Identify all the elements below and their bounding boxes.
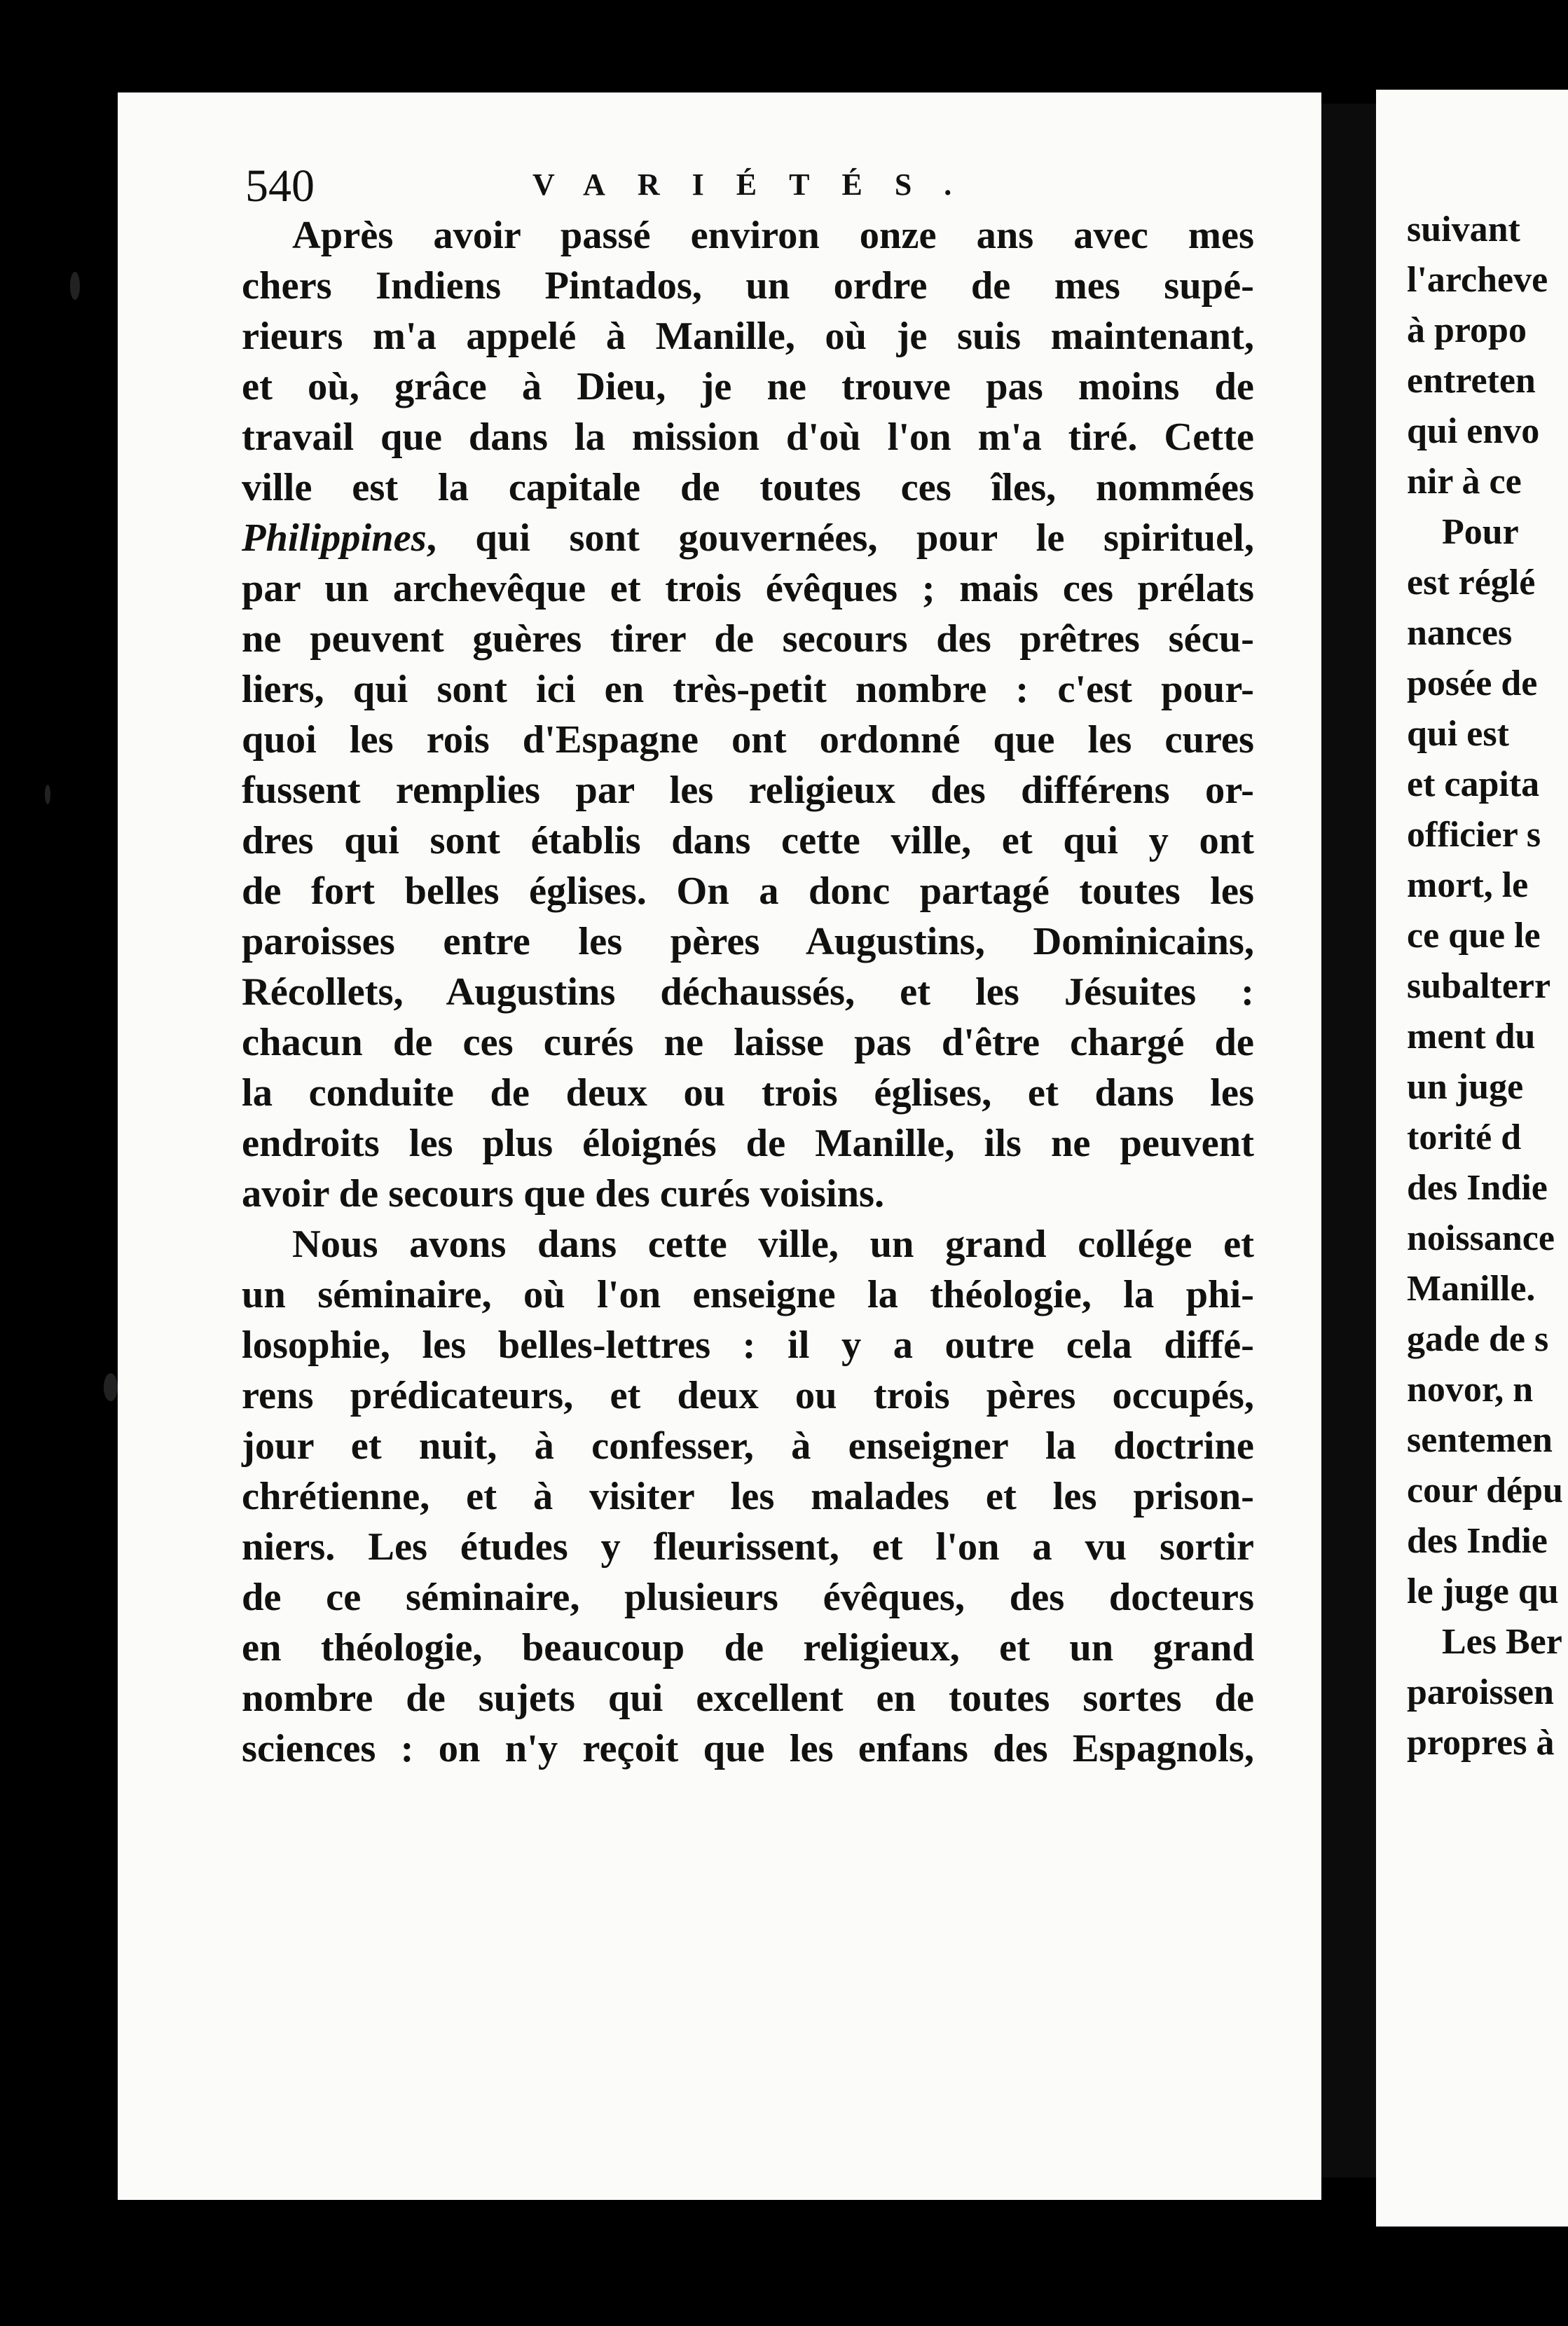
right-text-line: des Indie bbox=[1407, 1168, 1548, 1208]
page-number: 540 bbox=[245, 160, 315, 212]
text-line: Philippines, qui sont gouvernées, pour le spirituel, bbox=[242, 516, 1254, 560]
right-text-line: ce que le bbox=[1407, 916, 1541, 956]
text-line: fussent remplies par les religieux des différens or- bbox=[242, 769, 1254, 812]
text-line: Récollets, Augustins déchaussés, et les Jésuites : bbox=[242, 970, 1254, 1014]
book-gutter bbox=[1321, 104, 1376, 2177]
right-text-line: posée de bbox=[1407, 663, 1538, 703]
text-line: de ce séminaire, plusieurs évêques, des docteurs bbox=[242, 1576, 1254, 1619]
text-line: dres qui sont établis dans cette ville, et qui y ont bbox=[242, 819, 1254, 862]
right-text-line: sentemen bbox=[1407, 1420, 1553, 1460]
text-line: ne peuvent guères tirer de secours des prêtres sécu- bbox=[242, 617, 1254, 661]
text-line: paroisses entre les pères Augustins, Dominicains, bbox=[242, 920, 1254, 963]
right-text-line: torité d bbox=[1407, 1117, 1522, 1157]
text-line: ville est la capitale de toutes ces îles, nommées bbox=[242, 466, 1254, 509]
text-line: avoir de secours que des curés voisins. bbox=[242, 1172, 885, 1216]
right-text-line: à propo bbox=[1407, 310, 1527, 350]
right-text-line: officier s bbox=[1407, 815, 1541, 855]
text-line: la conduite de deux ou trois églises, et dans les bbox=[242, 1071, 1254, 1115]
text-line: par un archevêque et trois évêques ; mais ces prélats bbox=[242, 567, 1254, 610]
right-text-line: ment du bbox=[1407, 1017, 1536, 1057]
right-text-line: le juge qu bbox=[1407, 1571, 1559, 1611]
right-text-line: propres à bbox=[1407, 1723, 1555, 1763]
right-page bbox=[1376, 90, 1568, 2227]
right-text-line: nir à ce bbox=[1407, 462, 1522, 502]
right-text-line: l'archeve bbox=[1407, 260, 1548, 300]
right-text-line: Les Ber bbox=[1442, 1622, 1562, 1662]
text-line: sciences : on n'y reçoit que les enfans des Espagnols, bbox=[242, 1727, 1254, 1770]
right-text-line: gade de s bbox=[1407, 1319, 1549, 1359]
text-line: Nous avons dans cette ville, un grand collége et bbox=[292, 1223, 1254, 1266]
text-line: travail que dans la mission d'où l'on m'a tiré. Cette bbox=[242, 415, 1254, 459]
scan-speck bbox=[104, 1373, 118, 1401]
right-text-line: est réglé bbox=[1407, 563, 1536, 603]
text-line: niers. Les études y fleurissent, et l'on a vu sortir bbox=[242, 1525, 1254, 1569]
right-page-text bbox=[1407, 205, 1568, 1768]
right-text-line: suivant bbox=[1407, 209, 1520, 249]
text-line: nombre de sujets qui excellent en toutes sortes de bbox=[242, 1677, 1254, 1720]
right-text-line: qui est bbox=[1407, 714, 1509, 754]
right-text-line: et capita bbox=[1407, 764, 1540, 804]
text-line: endroits les plus éloignés de Manille, ils ne peuvent bbox=[242, 1122, 1254, 1165]
right-text-line: nances bbox=[1407, 613, 1513, 653]
text-line: un séminaire, où l'on enseigne la théologie, la phi- bbox=[242, 1273, 1254, 1316]
right-text-line: paroissen bbox=[1407, 1672, 1554, 1712]
scan-speck bbox=[45, 785, 50, 804]
running-head: VARIÉTÉS. bbox=[532, 167, 984, 202]
right-text-line: un juge bbox=[1407, 1067, 1524, 1107]
text-line: chrétienne, et à visiter les malades et les prison- bbox=[242, 1475, 1254, 1518]
right-text-line: qui envo bbox=[1407, 411, 1540, 451]
text-line: en théologie, beaucoup de religieux, et un grand bbox=[242, 1626, 1254, 1670]
body-text bbox=[242, 210, 1254, 1774]
text-line: chacun de ces curés ne laisse pas d'être chargé de bbox=[242, 1021, 1254, 1064]
right-text-line: entreten bbox=[1407, 361, 1536, 401]
scan-speck bbox=[70, 272, 80, 300]
text-line: rens prédicateurs, et deux ou trois pères occupés, bbox=[242, 1374, 1254, 1417]
right-text-line: novor, n bbox=[1407, 1370, 1534, 1410]
right-text-line: subalterr bbox=[1407, 966, 1551, 1006]
right-text-line: Pour bbox=[1442, 512, 1519, 552]
text-line: losophie, les belles-lettres : il y a outre cela diffé- bbox=[242, 1323, 1254, 1367]
right-text-line: cour dépu bbox=[1407, 1471, 1563, 1510]
text-line: et où, grâce à Dieu, je ne trouve pas moins de bbox=[242, 365, 1254, 408]
text-line: jour et nuit, à confesser, à enseigner la doctrine bbox=[242, 1424, 1254, 1468]
text-line: Après avoir passé environ onze ans avec mes bbox=[292, 214, 1254, 257]
right-text-line: noissance bbox=[1407, 1218, 1555, 1258]
right-text-line: des Indie bbox=[1407, 1521, 1548, 1561]
text-line: liers, qui sont ici en très-petit nombre : c'est pour- bbox=[242, 668, 1254, 711]
text-line: quoi les rois d'Espagne ont ordonné que les cures bbox=[242, 718, 1254, 762]
right-text-line: Manille. bbox=[1407, 1269, 1536, 1309]
text-line: chers Indiens Pintados, un ordre de mes supé- bbox=[242, 264, 1254, 308]
text-line: rieurs m'a appelé à Manille, où je suis maintenant, bbox=[242, 315, 1254, 358]
text-line: de fort belles églises. On a donc partagé toutes les bbox=[242, 869, 1254, 913]
right-text-line: mort, le bbox=[1407, 865, 1529, 905]
